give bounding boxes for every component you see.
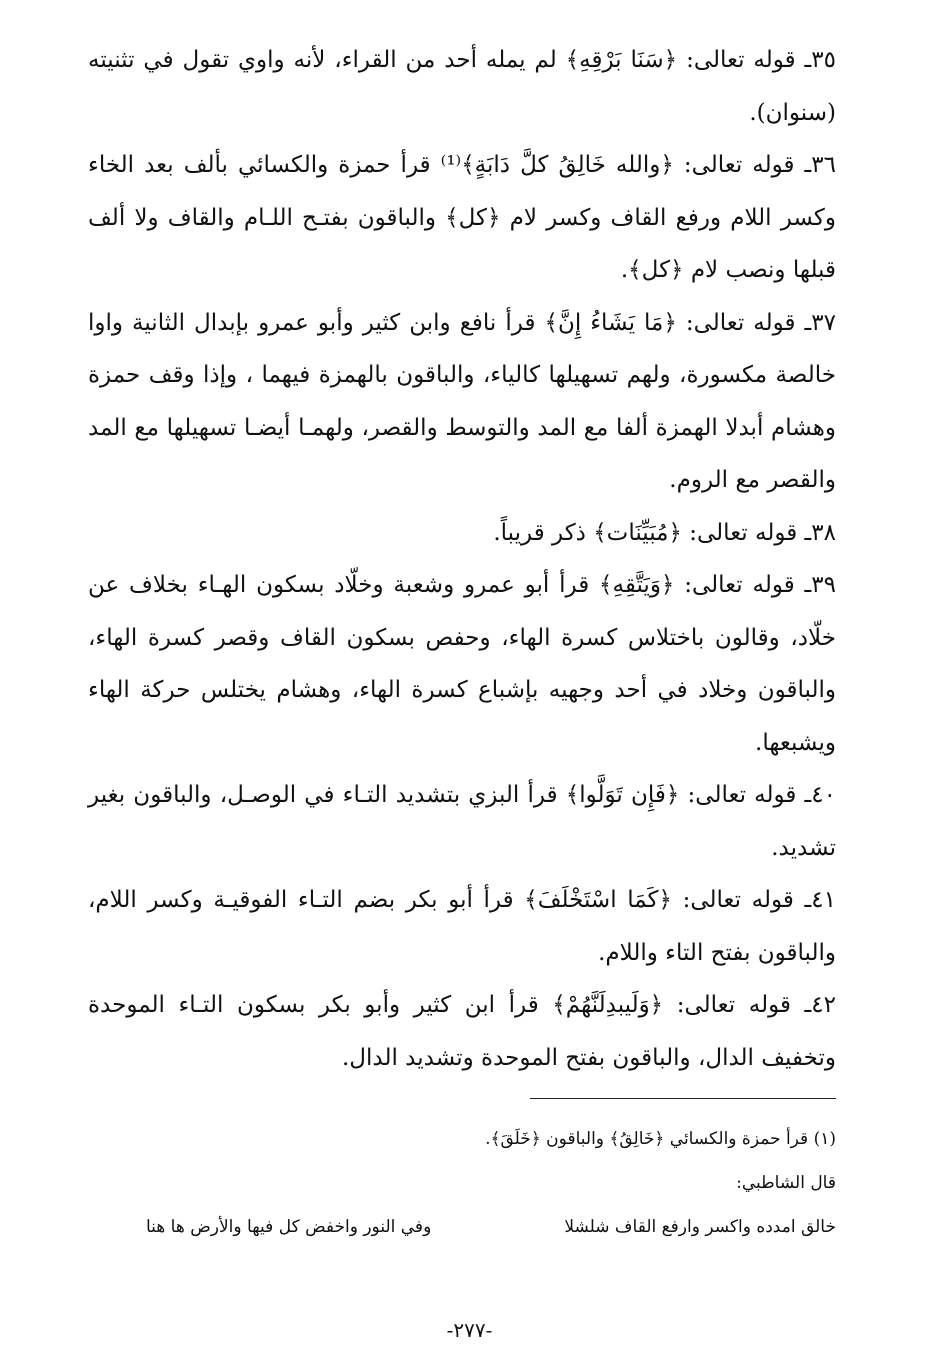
paragraph-37: ٣٧ـ قوله تعالى: ﴿مَا يَشَاءُ إِنَّ﴾ قرأ نافع وابن كثير وأبو عمرو بإبدال الثانية واوا خالصة مكسورة، ولهم تسهيلها كالياء، والباقون بالهمزة فيهما ، وإذا وقف حمزة وهشام أبدلا الهمزة ألفا مع المد والتوسط والقصر، ولهمـا أيضـا تسهيلها مع المد والقصر مع الروم. — [88, 309, 836, 493]
paragraph-42: ٤٢ـ قوله تعالى: ﴿وَلَيبدِلَنَّهُمْ﴾ قرأ ابن كثير وأبو بكر بسكون التـاء الموحدة وتخفيف الدال، والباقون بفتح الموحدة وتشديد الدال. — [88, 992, 836, 1071]
footnote-divider — [530, 1098, 836, 1099]
verse-second-hemistich: وفي النور واخفض كل فيها والأرض ها هنا — [146, 1217, 432, 1237]
page-number: -٢٧٧- — [446, 1318, 493, 1342]
footnote-poet-attribution: قال الشاطبي: — [736, 1173, 836, 1193]
paragraph-38: ٣٨ـ قوله تعالى: ﴿مُبَيِّنَات﴾ ذكر قريباً. — [493, 519, 836, 546]
paragraph-41: ٤١ـ قوله تعالى: ﴿كَمَا اسْتَخْلَفَ﴾ قرأ أبو بكر بضم التـاء الفوقيـة وكسر اللام، والباقون بفتح التاء واللام. — [88, 887, 836, 966]
footnote-verse — [146, 1205, 836, 1249]
verse-first-hemistich: خالق امدده واكسر وارفع القاف شلشلا — [564, 1217, 836, 1237]
paragraph-36: ٣٦ـ قوله تعالى: ﴿والله خَالِقُ كلَّ دَابَةٍ﴾⁽¹⁾ قرأ حمزة والكسائي بألف بعد الخاء وكسر اللام ورفع القاف وكسر لام ﴿كل﴾ والباقون بفتـح اللـام والقاف ولا ألف قبلها ونصب لام ﴿كل﴾. — [88, 152, 837, 283]
main-text — [88, 34, 836, 1084]
paragraph-35: ٣٥ـ قوله تعالى: ﴿سَنَا بَرْقِهِ﴾ لم يمله أحد من القراء، لأنه واوي تقول في تثنيته (سنوان). — [88, 47, 836, 126]
footnote-1: (١) قرأ حمزة والكسائي ﴿خَالِقُ﴾ والباقون ﴿خَلَقَ﴾. — [485, 1129, 836, 1149]
paragraph-40: ٤٠ـ قوله تعالى: ﴿فَإِن تَوَلَّوا﴾ قرأ البزي بتشديد التـاء في الوصـل، والباقون بغير تشديد. — [88, 782, 836, 861]
paragraph-39: ٣٩ـ قوله تعالى: ﴿وَيَتَّقِهِ﴾ قرأ أبو عمرو وشعبة وخلّاد بسكون الهـاء بخلاف عن خلّاد، وقالون باختلاس كسرة الهاء، وحفص بسكون القاف وقصر كسرة الهاء، والباقون وخلاد في أحد وجهيه بإشباع كسرة الهاء، وهشام يختلس حركة الهاء ويشبعها. — [88, 572, 836, 756]
footnotes — [100, 1117, 836, 1249]
